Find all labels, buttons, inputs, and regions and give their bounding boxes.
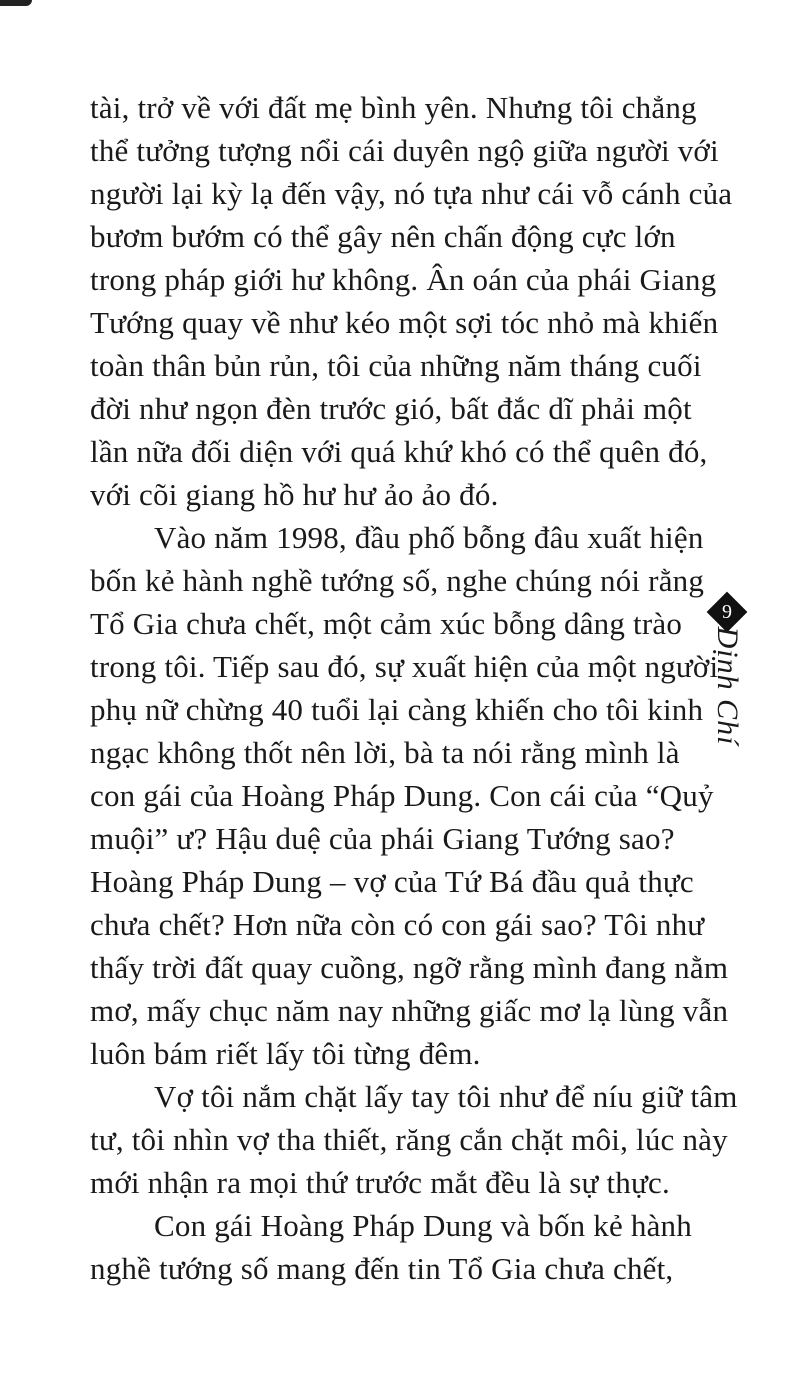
running-chapter-title: Dịnh Chí bbox=[711, 626, 744, 746]
paragraph-first-line: Vợ tôi nắm chặt lấy tay tôi như để níu giữ tâm bbox=[154, 1079, 738, 1114]
paragraph-first-line: Con gái Hoàng Pháp Dung và bốn kẻ hành bbox=[154, 1208, 692, 1243]
text-line: bốn kẻ hành nghề tướng số, nghe chúng nói rằng bbox=[90, 563, 705, 598]
text-line: con gái của Hoàng Pháp Dung. Con cái của “Quỷ bbox=[90, 778, 714, 813]
text-line: đời như ngọn đèn trước gió, bất đắc dĩ phải một bbox=[90, 391, 692, 426]
text-line: thể tưởng tượng nổi cái duyên ngộ giữa người với bbox=[90, 133, 719, 168]
page-corner-mark bbox=[0, 0, 32, 6]
text-line: toàn thân bủn rủn, tôi của những năm tháng cuối bbox=[90, 348, 702, 383]
text-line: Tổ Gia chưa chết, một cảm xúc bỗng dâng trào bbox=[90, 606, 683, 641]
text-line: chưa chết? Hơn nữa còn có con gái sao? Tôi như bbox=[90, 907, 705, 942]
text-line: trong tôi. Tiếp sau đó, sự xuất hiện của một người bbox=[90, 649, 719, 684]
text-line: Hoàng Pháp Dung – vợ của Tứ Bá đầu quả thực bbox=[90, 864, 694, 899]
text-line: Tướng quay về như kéo một sợi tóc nhỏ mà khiến bbox=[90, 305, 719, 340]
text-line: người lại kỳ lạ đến vậy, nó tựa như cái vỗ cánh của bbox=[90, 176, 733, 211]
text-line: tư, tôi nhìn vợ tha thiết, răng cắn chặt môi, lúc này bbox=[90, 1122, 728, 1157]
text-line: tài, trở về với đất mẹ bình yên. Nhưng tôi chẳng bbox=[90, 90, 697, 125]
text-line: mới nhận ra mọi thứ trước mắt đều là sự thực. bbox=[90, 1165, 670, 1200]
text-line: trong pháp giới hư không. Ân oán của phái Giang bbox=[90, 262, 717, 297]
text-line: thấy trời đất quay cuồng, ngỡ rằng mình đang nằm bbox=[90, 950, 729, 985]
text-line: mơ, mấy chục năm nay những giấc mơ lạ lùng vẫn bbox=[90, 993, 729, 1028]
text-line: luôn bám riết lấy tôi từng đêm. bbox=[90, 1036, 481, 1071]
paragraph-first-line: Vào năm 1998, đầu phố bỗng đâu xuất hiện bbox=[154, 520, 704, 555]
text-line: với cõi giang hồ hư hư ảo ảo đó. bbox=[90, 477, 499, 512]
text-line: muội” ư? Hậu duệ của phái Giang Tướng sao? bbox=[90, 821, 675, 856]
text-line: nghề tướng số mang đến tin Tổ Gia chưa chết, bbox=[90, 1251, 674, 1286]
text-line: phụ nữ chừng 40 tuổi lại càng khiến cho tôi kinh bbox=[90, 692, 704, 727]
text-line: bươm bướm có thể gây nên chấn động cực lớn bbox=[90, 219, 676, 254]
page-number: 9 bbox=[722, 601, 732, 623]
text-line: ngạc không thốt nên lời, bà ta nói rằng mình là bbox=[90, 735, 680, 770]
text-line: lần nữa đối diện với quá khứ khó có thể quên đó, bbox=[90, 434, 708, 469]
